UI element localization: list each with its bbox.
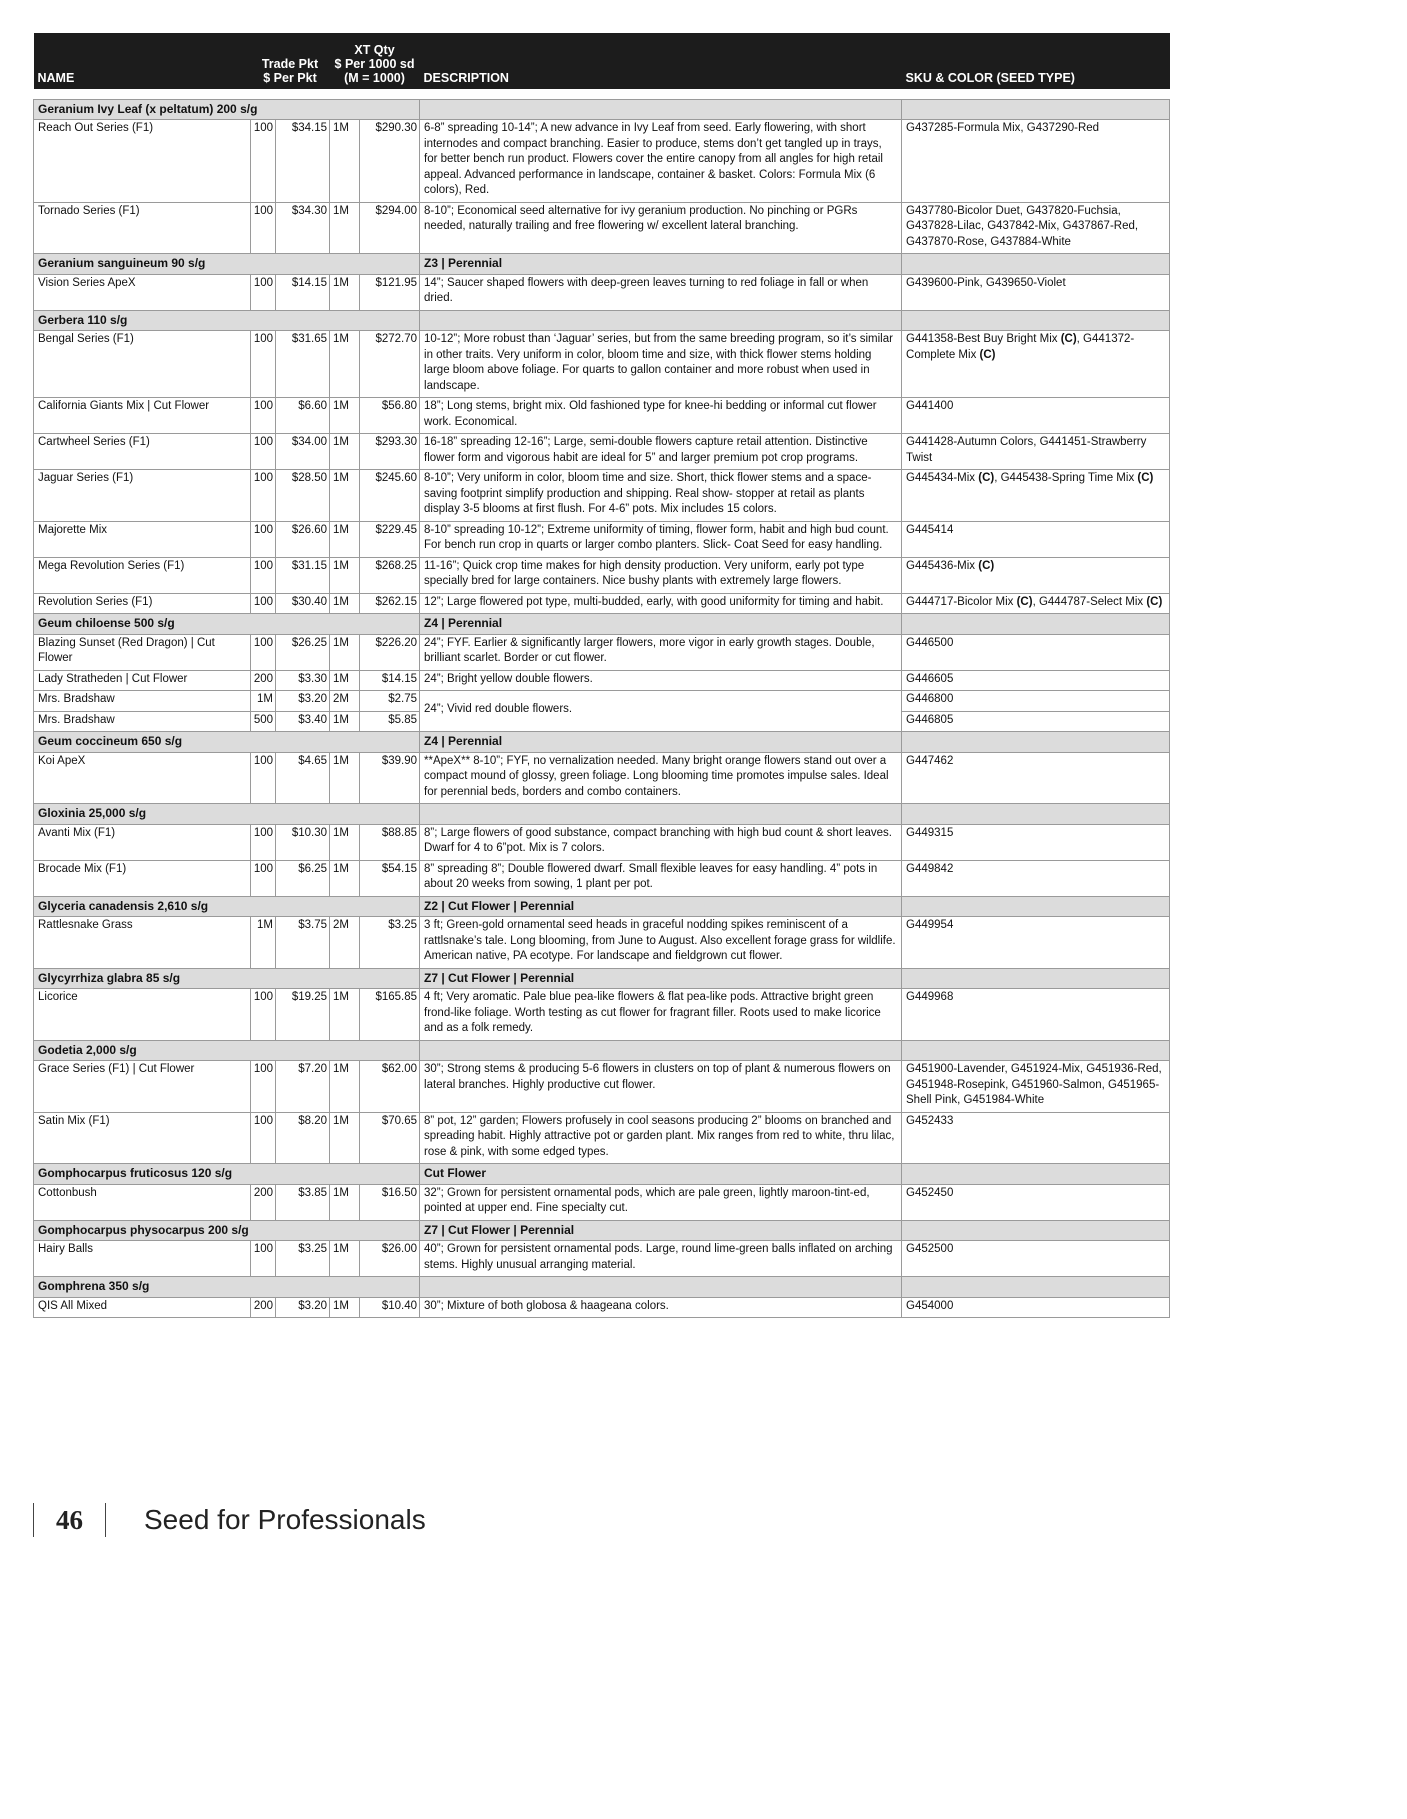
group-note: Z7 | Cut Flower | Perennial xyxy=(420,968,902,989)
group-name: Gomphrena 350 s/g xyxy=(34,1277,420,1298)
variety-name: Vision Series ApeX xyxy=(34,274,251,310)
price-table-container xyxy=(33,33,1169,1318)
group-row xyxy=(34,1040,1170,1061)
group-row xyxy=(34,1164,1170,1185)
trade-qty: 100 xyxy=(251,470,276,522)
group-row xyxy=(34,732,1170,753)
xt-qty: 1M xyxy=(330,752,360,804)
trade-price: $31.65 xyxy=(276,331,330,398)
description: 24”; Vivid red double flowers. xyxy=(420,691,902,732)
xt-price: $3.25 xyxy=(360,917,420,969)
xt-qty: 1M xyxy=(330,434,360,470)
trade-price: $28.50 xyxy=(276,470,330,522)
footer-divider-right xyxy=(105,1503,106,1537)
group-sku-blank xyxy=(902,1220,1170,1241)
group-note xyxy=(420,310,902,331)
trade-qty: 100 xyxy=(251,557,276,593)
trade-qty: 100 xyxy=(251,634,276,670)
description: 32”; Grown for persistent ornamental pods, which are pale green, lightly maroon-tint-ed, pointed at upper end. Fine specialty cut. xyxy=(420,1184,902,1220)
table-row xyxy=(34,1184,1170,1220)
group-row xyxy=(34,1277,1170,1298)
trade-price: $3.20 xyxy=(276,1297,330,1318)
trade-qty: 500 xyxy=(251,711,276,732)
group-name: Geranium sanguineum 90 s/g xyxy=(34,254,420,275)
description: 6-8” spreading 10-14”; A new advance in Ivy Leaf from seed. Early flowering, with short internodes and compact branching. Easier to produce, stems don’t get tangled up in trays, for better bench run product. Flowers cover the entire canopy from all angles for high retail appeal. Advanced performance in landscape, container & basket. Colors: Formula Mix (6 colors), Red. xyxy=(420,120,902,203)
description: 8”; Large flowers of good substance, compact branching with high bud count & short leaves. Dwarf for 4 to 6”pot. Mix is 7 colors. xyxy=(420,824,902,860)
variety-name: Mrs. Bradshaw xyxy=(34,711,251,732)
group-note: Z7 | Cut Flower | Perennial xyxy=(420,1220,902,1241)
description: 3 ft; Green-gold ornamental seed heads in graceful nodding spikes reminiscent of a rattlsnake’s tale. Long blooming, from June to August. Also excellent forage grass for wildlife. American native, PA ecotype. For landscape and fieldgrown cut flower. xyxy=(420,917,902,969)
group-row xyxy=(34,896,1170,917)
group-note xyxy=(420,1277,902,1298)
variety-name: Mega Revolution Series (F1) xyxy=(34,557,251,593)
variety-name: Avanti Mix (F1) xyxy=(34,824,251,860)
trade-price: $26.60 xyxy=(276,521,330,557)
table-row xyxy=(34,120,1170,203)
table-row xyxy=(34,274,1170,310)
group-sku-blank xyxy=(902,99,1170,120)
xt-price: $290.30 xyxy=(360,120,420,203)
trade-qty: 100 xyxy=(251,434,276,470)
xt-qty: 2M xyxy=(330,691,360,712)
group-sku-blank xyxy=(902,1040,1170,1061)
variety-name: Brocade Mix (F1) xyxy=(34,860,251,896)
description: 18”; Long stems, bright mix. Old fashioned type for knee-hi bedding or informal cut flower work. Economical. xyxy=(420,398,902,434)
xt-price: $245.60 xyxy=(360,470,420,522)
trade-qty: 100 xyxy=(251,824,276,860)
header-name: NAME xyxy=(34,33,251,89)
xt-qty: 1M xyxy=(330,989,360,1041)
trade-qty: 1M xyxy=(251,917,276,969)
trade-price: $3.25 xyxy=(276,1241,330,1277)
table-row xyxy=(34,557,1170,593)
sku-color: G444717-Bicolor Mix (C), G444787-Select Mix (C) xyxy=(902,593,1170,614)
table-row xyxy=(34,752,1170,804)
header-description: DESCRIPTION xyxy=(420,33,902,89)
trade-price: $3.75 xyxy=(276,917,330,969)
trade-price: $30.40 xyxy=(276,593,330,614)
table-row xyxy=(34,1297,1170,1318)
trade-qty: 200 xyxy=(251,670,276,691)
group-note: Cut Flower xyxy=(420,1164,902,1185)
description: 8-10”; Economical seed alternative for ivy geranium production. No pinching or PGRs needed, naturally trailing and free flowering w/ excellent lateral branching. xyxy=(420,202,902,254)
xt-price: $5.85 xyxy=(360,711,420,732)
sku-color: G447462 xyxy=(902,752,1170,804)
group-name: Geum coccineum 650 s/g xyxy=(34,732,420,753)
xt-price: $70.65 xyxy=(360,1112,420,1164)
xt-price: $56.80 xyxy=(360,398,420,434)
trade-qty: 1M xyxy=(251,691,276,712)
group-name: Glycyrrhiza glabra 85 s/g xyxy=(34,968,420,989)
variety-name: Majorette Mix xyxy=(34,521,251,557)
sku-color: G445434-Mix (C), G445438-Spring Time Mix (C) xyxy=(902,470,1170,522)
header-sku: SKU & COLOR (SEED TYPE) xyxy=(902,33,1170,89)
group-row xyxy=(34,968,1170,989)
xt-price: $262.15 xyxy=(360,593,420,614)
trade-qty: 100 xyxy=(251,398,276,434)
variety-name: Lady Stratheden | Cut Flower xyxy=(34,670,251,691)
trade-qty: 100 xyxy=(251,989,276,1041)
xt-qty: 2M xyxy=(330,917,360,969)
description: 24”; FYF. Earlier & significantly larger flowers, more vigor in early growth stages. Double, brilliant scarlet. Border or cut flower. xyxy=(420,634,902,670)
sku-color: G454000 xyxy=(902,1297,1170,1318)
group-row xyxy=(34,99,1170,120)
xt-price: $88.85 xyxy=(360,824,420,860)
xt-qty: 1M xyxy=(330,670,360,691)
description: 30”; Mixture of both globosa & haageana colors. xyxy=(420,1297,902,1318)
group-note xyxy=(420,99,902,120)
xt-price: $10.40 xyxy=(360,1297,420,1318)
trade-qty: 100 xyxy=(251,331,276,398)
group-row xyxy=(34,254,1170,275)
xt-price: $268.25 xyxy=(360,557,420,593)
trade-price: $7.20 xyxy=(276,1061,330,1113)
xt-price: $121.95 xyxy=(360,274,420,310)
table-row xyxy=(34,1112,1170,1164)
variety-name: Blazing Sunset (Red Dragon) | Cut Flower xyxy=(34,634,251,670)
sku-color: G449968 xyxy=(902,989,1170,1041)
trade-qty: 100 xyxy=(251,860,276,896)
trade-qty: 100 xyxy=(251,274,276,310)
xt-qty: 1M xyxy=(330,860,360,896)
trade-qty: 100 xyxy=(251,752,276,804)
xt-qty: 1M xyxy=(330,1297,360,1318)
xt-price: $14.15 xyxy=(360,670,420,691)
xt-qty: 1M xyxy=(330,521,360,557)
trade-price: $26.25 xyxy=(276,634,330,670)
xt-qty: 1M xyxy=(330,398,360,434)
group-name: Geranium Ivy Leaf (x peltatum) 200 s/g xyxy=(34,99,420,120)
xt-qty: 1M xyxy=(330,470,360,522)
group-name: Gloxinia 25,000 s/g xyxy=(34,804,420,825)
xt-qty: 1M xyxy=(330,1061,360,1113)
description: 40”; Grown for persistent ornamental pods. Large, round lime-green balls inflated on arching stems. Highly unusual arranging material. xyxy=(420,1241,902,1277)
trade-price: $3.20 xyxy=(276,691,330,712)
xt-price: $226.20 xyxy=(360,634,420,670)
trade-price: $14.15 xyxy=(276,274,330,310)
table-row xyxy=(34,521,1170,557)
group-name: Glyceria canadensis 2,610 s/g xyxy=(34,896,420,917)
group-note xyxy=(420,1040,902,1061)
group-row xyxy=(34,804,1170,825)
group-note xyxy=(420,804,902,825)
table-row xyxy=(34,593,1170,614)
description: 8” pot, 12” garden; Flowers profusely in cool seasons producing 2” blooms on branched and spreading habit. Highly attractive pot or garden plant. Mix ranges from red to white, thru lilac, rose & pink, with some edged types. xyxy=(420,1112,902,1164)
sku-color: G445436-Mix (C) xyxy=(902,557,1170,593)
trade-qty: 100 xyxy=(251,593,276,614)
footer-title: Seed for Professionals xyxy=(144,1504,426,1535)
variety-name: Rattlesnake Grass xyxy=(34,917,251,969)
group-sku-blank xyxy=(902,732,1170,753)
group-name: Gomphocarpus physocarpus 200 s/g xyxy=(34,1220,420,1241)
xt-price: $229.45 xyxy=(360,521,420,557)
xt-qty: 1M xyxy=(330,711,360,732)
trade-qty: 100 xyxy=(251,120,276,203)
description: 8-10”; Very uniform in color, bloom time and size. Short, thick flower stems and a space-saving footprint simplify production and shipping. Real show- stopper at retail as plants display 3-5 blooms at first flush. For 4-6” pots. Mix includes 15 colors. xyxy=(420,470,902,522)
description: 12”; Large flowered pot type, multi-budded, early, with good uniformity for timing and habit. xyxy=(420,593,902,614)
sku-color: G437780-Bicolor Duet, G437820-Fuchsia, G437828-Lilac, G437842-Mix, G437867-Red, G437870-Rose, G437884-White xyxy=(902,202,1170,254)
trade-price: $34.30 xyxy=(276,202,330,254)
table-row xyxy=(34,1241,1170,1277)
variety-name: Koi ApeX xyxy=(34,752,251,804)
trade-price: $31.15 xyxy=(276,557,330,593)
page-number: 46 xyxy=(56,1504,83,1535)
description: 16-18” spreading 12-16”; Large, semi-double flowers capture retail attention. Distinctive flower form and vigorous habit are ideal for 5” and larger premium pot crop programs. xyxy=(420,434,902,470)
table-row xyxy=(34,470,1170,522)
trade-price: $3.40 xyxy=(276,711,330,732)
table-row xyxy=(34,917,1170,969)
group-row xyxy=(34,310,1170,331)
xt-price: $294.00 xyxy=(360,202,420,254)
trade-price: $19.25 xyxy=(276,989,330,1041)
trade-qty: 200 xyxy=(251,1297,276,1318)
sku-color: G449315 xyxy=(902,824,1170,860)
variety-name: Licorice xyxy=(34,989,251,1041)
trade-qty: 100 xyxy=(251,202,276,254)
variety-name: Revolution Series (F1) xyxy=(34,593,251,614)
group-note: Z4 | Perennial xyxy=(420,732,902,753)
table-row xyxy=(34,434,1170,470)
xt-price: $39.90 xyxy=(360,752,420,804)
xt-price: $16.50 xyxy=(360,1184,420,1220)
xt-qty: 1M xyxy=(330,120,360,203)
xt-qty: 1M xyxy=(330,634,360,670)
page-footer xyxy=(33,1503,426,1537)
trade-price: $34.00 xyxy=(276,434,330,470)
group-note: Z4 | Perennial xyxy=(420,614,902,635)
table-row xyxy=(34,331,1170,398)
table-row xyxy=(34,202,1170,254)
sku-color: G452433 xyxy=(902,1112,1170,1164)
sku-color: G441358-Best Buy Bright Mix (C), G441372-Complete Mix (C) xyxy=(902,331,1170,398)
sku-color: G446800 xyxy=(902,691,1170,712)
description: 24”; Bright yellow double flowers. xyxy=(420,670,902,691)
sku-color: G446805 xyxy=(902,711,1170,732)
variety-name: Bengal Series (F1) xyxy=(34,331,251,398)
group-sku-blank xyxy=(902,968,1170,989)
group-sku-blank xyxy=(902,310,1170,331)
description: 8-10” spreading 10-12”; Extreme uniformity of timing, flower form, habit and high bud count. For bench run crop in quarts or larger combo planters. Slick- Coat Seed for easy handling. xyxy=(420,521,902,557)
xt-qty: 1M xyxy=(330,331,360,398)
xt-qty: 1M xyxy=(330,274,360,310)
group-note: Z3 | Perennial xyxy=(420,254,902,275)
sku-color: G452500 xyxy=(902,1241,1170,1277)
xt-price: $54.15 xyxy=(360,860,420,896)
trade-price: $4.65 xyxy=(276,752,330,804)
description: 10-12”; More robust than ‘Jaguar’ series, but from the same breeding program, so it’s similar in other traits. Very uniform in color, bloom time and size, with thick flower stems holding large bloom above foliage. For quarts to gallon container and more robust when used in landscape. xyxy=(420,331,902,398)
header-trade-pkt: Trade Pkt $ Per Pkt xyxy=(251,33,330,89)
description: 14”; Saucer shaped flowers with deep-green leaves turning to red foliage in fall or when dried. xyxy=(420,274,902,310)
group-row xyxy=(34,614,1170,635)
xt-price: $272.70 xyxy=(360,331,420,398)
variety-name: Grace Series (F1) | Cut Flower xyxy=(34,1061,251,1113)
sku-color: G441428-Autumn Colors, G441451-Strawberry Twist xyxy=(902,434,1170,470)
table-row xyxy=(34,670,1170,691)
group-sku-blank xyxy=(902,614,1170,635)
sku-color: G441400 xyxy=(902,398,1170,434)
group-name: Gomphocarpus fruticosus 120 s/g xyxy=(34,1164,420,1185)
trade-qty: 100 xyxy=(251,1061,276,1113)
group-sku-blank xyxy=(902,254,1170,275)
xt-qty: 1M xyxy=(330,557,360,593)
sku-color: G446500 xyxy=(902,634,1170,670)
variety-name: Satin Mix (F1) xyxy=(34,1112,251,1164)
trade-qty: 100 xyxy=(251,521,276,557)
group-name: Gerbera 110 s/g xyxy=(34,310,420,331)
trade-price: $3.85 xyxy=(276,1184,330,1220)
variety-name: QIS All Mixed xyxy=(34,1297,251,1318)
xt-price: $293.30 xyxy=(360,434,420,470)
xt-qty: 1M xyxy=(330,593,360,614)
variety-name: California Giants Mix | Cut Flower xyxy=(34,398,251,434)
sku-color: G449954 xyxy=(902,917,1170,969)
trade-qty: 200 xyxy=(251,1184,276,1220)
xt-qty: 1M xyxy=(330,202,360,254)
trade-price: $34.15 xyxy=(276,120,330,203)
variety-name: Mrs. Bradshaw xyxy=(34,691,251,712)
sku-color: G437285-Formula Mix, G437290-Red xyxy=(902,120,1170,203)
table-row xyxy=(34,860,1170,896)
sku-color: G452450 xyxy=(902,1184,1170,1220)
sku-color: G451900-Lavender, G451924-Mix, G451936-Red, G451948-Rosepink, G451960-Salmon, G451965-Shell Pink, G451984-White xyxy=(902,1061,1170,1113)
variety-name: Cartwheel Series (F1) xyxy=(34,434,251,470)
description: 11-16”; Quick crop time makes for high density production. Very uniform, early pot type specially bred for large containers. Nice bushy plants with extremely large flowers. xyxy=(420,557,902,593)
sku-color: G439600-Pink, G439650-Violet xyxy=(902,274,1170,310)
table-row xyxy=(34,398,1170,434)
trade-qty: 100 xyxy=(251,1241,276,1277)
group-name: Geum chiloense 500 s/g xyxy=(34,614,420,635)
table-row xyxy=(34,824,1170,860)
xt-qty: 1M xyxy=(330,1184,360,1220)
description: 8” spreading 8”; Double flowered dwarf. Small flexible leaves for easy handling. 4” pots in about 20 weeks from sowing, 1 plant per pot. xyxy=(420,860,902,896)
price-table xyxy=(33,33,1170,1318)
description: 30”; Strong stems & producing 5-6 flowers in clusters on top of plant & numerous flowers on lateral branches. Highly productive cut flower. xyxy=(420,1061,902,1113)
table-row xyxy=(34,691,1170,712)
xt-price: $26.00 xyxy=(360,1241,420,1277)
description: **ApeX** 8-10”; FYF, no vernalization needed. Many bright orange flowers stand out over a compact mound of glossy, green foliage. Long blooming time promotes impulse sales. Ideal for perennial beds, borders and combo containers. xyxy=(420,752,902,804)
header-xt-qty: XT Qty $ Per 1000 sd (M = 1000) xyxy=(330,33,420,89)
table-header xyxy=(34,33,1170,99)
variety-name: Hairy Balls xyxy=(34,1241,251,1277)
group-row xyxy=(34,1220,1170,1241)
xt-price: $165.85 xyxy=(360,989,420,1041)
variety-name: Jaguar Series (F1) xyxy=(34,470,251,522)
xt-qty: 1M xyxy=(330,1241,360,1277)
trade-qty: 100 xyxy=(251,1112,276,1164)
group-name: Godetia 2,000 s/g xyxy=(34,1040,420,1061)
trade-price: $10.30 xyxy=(276,824,330,860)
footer-divider-left xyxy=(33,1503,34,1537)
group-sku-blank xyxy=(902,896,1170,917)
xt-qty: 1M xyxy=(330,824,360,860)
xt-qty: 1M xyxy=(330,1112,360,1164)
description: 4 ft; Very aromatic. Pale blue pea-like flowers & flat pea-like pods. Attractive bright green frond-like foliage. Worth testing as cut flower for fragrant filler. Roots used to make licorice and as a folk remedy. xyxy=(420,989,902,1041)
variety-name: Reach Out Series (F1) xyxy=(34,120,251,203)
xt-price: $2.75 xyxy=(360,691,420,712)
table-body xyxy=(34,99,1170,1318)
table-row xyxy=(34,989,1170,1041)
table-row xyxy=(34,1061,1170,1113)
xt-price: $62.00 xyxy=(360,1061,420,1113)
variety-name: Tornado Series (F1) xyxy=(34,202,251,254)
sku-color: G449842 xyxy=(902,860,1170,896)
trade-price: $6.25 xyxy=(276,860,330,896)
table-row xyxy=(34,634,1170,670)
group-sku-blank xyxy=(902,804,1170,825)
trade-price: $6.60 xyxy=(276,398,330,434)
sku-color: G445414 xyxy=(902,521,1170,557)
trade-price: $3.30 xyxy=(276,670,330,691)
group-sku-blank xyxy=(902,1164,1170,1185)
trade-price: $8.20 xyxy=(276,1112,330,1164)
sku-color: G446605 xyxy=(902,670,1170,691)
variety-name: Cottonbush xyxy=(34,1184,251,1220)
group-note: Z2 | Cut Flower | Perennial xyxy=(420,896,902,917)
group-sku-blank xyxy=(902,1277,1170,1298)
